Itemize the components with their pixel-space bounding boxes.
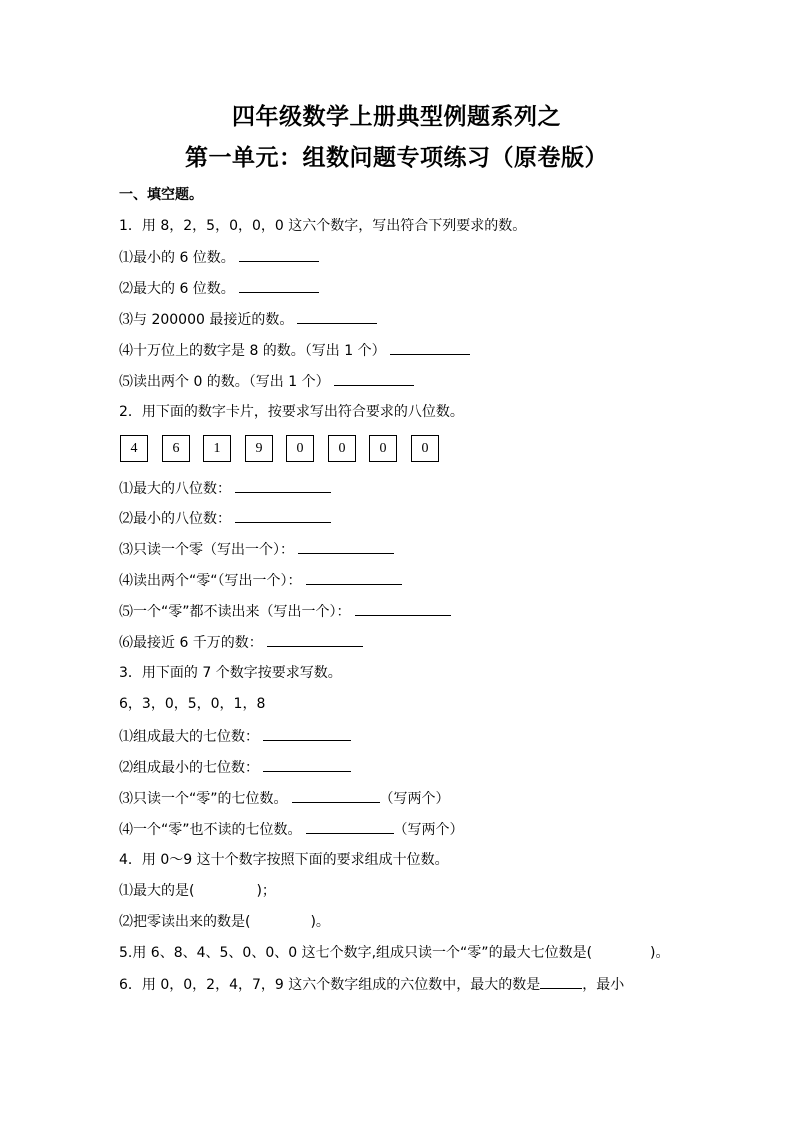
q4-item-2-suffix: )。 bbox=[310, 914, 330, 930]
section-heading: 一、填空题。 bbox=[119, 187, 203, 203]
q2-item-2-label: ⑵最小的八位数： bbox=[119, 511, 231, 527]
answer-blank[interactable] bbox=[334, 371, 414, 386]
answer-blank[interactable] bbox=[306, 570, 402, 585]
q3-item-3-suffix: （写两个） bbox=[379, 791, 450, 807]
q1-item-5 bbox=[119, 371, 414, 392]
q1-item-5-label: ⑸读出两个 0 的数。（写出 1 个） bbox=[119, 374, 330, 390]
answer-blank[interactable] bbox=[263, 726, 351, 741]
q1-item-4 bbox=[119, 340, 470, 361]
q5-suffix: )。 bbox=[650, 945, 670, 961]
q1-item-2 bbox=[119, 278, 319, 299]
answer-blank[interactable] bbox=[235, 508, 331, 523]
q5-stem: 5.用 6、8、4、5、0、0、0 这七个数字,组成只读一个“零”的最大七位数是( bbox=[119, 945, 593, 961]
answer-blank[interactable] bbox=[267, 632, 363, 647]
digit-card: 1 bbox=[203, 435, 231, 462]
q3-item-2-label: ⑵组成最小的七位数： bbox=[119, 760, 259, 776]
answer-blank[interactable] bbox=[355, 601, 451, 616]
digit-card: 4 bbox=[120, 435, 148, 462]
q4-stem: 4．用 0～9 这十个数字按照下面的要求组成十位数。 bbox=[119, 852, 449, 868]
digit-card: 0 bbox=[411, 435, 439, 462]
answer-blank[interactable] bbox=[292, 788, 380, 803]
q3-digits: 6，3，0，5，0，1，8 bbox=[119, 696, 266, 712]
digit-card: 0 bbox=[369, 435, 397, 462]
answer-blank[interactable] bbox=[263, 757, 351, 772]
answer-blank[interactable] bbox=[297, 309, 377, 324]
q3-stem: 3．用下面的 7 个数字按要求写数。 bbox=[119, 665, 342, 681]
q2-stem: 2．用下面的数字卡片，按要求写出符合要求的八位数。 bbox=[119, 404, 464, 420]
q6-stem: 6．用 0，0，2，4，7，9 这六个数字组成的六位数中，最大的数是 bbox=[119, 977, 541, 993]
q2-item-6-label: ⑹最接近 6 千万的数： bbox=[119, 635, 263, 651]
title-line-2: 第一单元：组数问题专项练习（原卷版） bbox=[185, 145, 608, 171]
q1-item-1-label: ⑴最小的 6 位数。 bbox=[119, 250, 235, 266]
title-line-1: 四年级数学上册典型例题系列之 bbox=[232, 104, 561, 130]
q3-item-4-label: ⑷一个“零”也不读的七位数。 bbox=[119, 822, 302, 838]
q1-item-3 bbox=[119, 309, 377, 330]
q2-item-4 bbox=[119, 570, 402, 591]
q1-item-3-label: ⑶与 200000 最接近的数。 bbox=[119, 312, 294, 328]
answer-blank[interactable] bbox=[298, 539, 394, 554]
q3-item-3 bbox=[119, 788, 450, 809]
q3-item-4-suffix: （写两个） bbox=[393, 822, 464, 838]
q1-item-2-label: ⑵最大的 6 位数。 bbox=[119, 281, 235, 297]
q5 bbox=[119, 943, 670, 963]
q2-item-4-label: ⑷读出两个“零“（写出一个）： bbox=[119, 573, 302, 589]
q4-item-2 bbox=[119, 912, 330, 932]
q2-item-1 bbox=[119, 478, 331, 499]
digit-card: 6 bbox=[162, 435, 190, 462]
q3-item-4 bbox=[119, 819, 464, 840]
answer-blank[interactable] bbox=[235, 478, 331, 493]
digit-card: 0 bbox=[328, 435, 356, 462]
q2-item-5 bbox=[119, 601, 451, 622]
answer-blank[interactable] bbox=[306, 819, 394, 834]
q4-item-1-label: ⑴最大的是( bbox=[119, 883, 195, 899]
answer-blank[interactable] bbox=[239, 247, 319, 262]
q3-item-1-label: ⑴组成最大的七位数： bbox=[119, 729, 259, 745]
q4-item-1 bbox=[119, 881, 276, 901]
q3-item-1 bbox=[119, 726, 351, 747]
q2-item-2 bbox=[119, 508, 331, 529]
q4-item-1-suffix: )； bbox=[256, 883, 276, 899]
q4-item-2-label: ⑵把零读出来的数是( bbox=[119, 914, 251, 930]
answer-blank[interactable] bbox=[540, 974, 582, 989]
digit-card: 9 bbox=[245, 435, 273, 462]
answer-blank[interactable] bbox=[239, 278, 319, 293]
q1-stem: 1．用 8，2，5，0，0，0 这六个数字，写出符合下列要求的数。 bbox=[119, 218, 527, 234]
answer-blank[interactable] bbox=[390, 340, 470, 355]
q3-item-2 bbox=[119, 757, 351, 778]
q2-item-6 bbox=[119, 632, 363, 653]
q2-item-5-label: ⑸一个“零”都不读出来（写出一个）： bbox=[119, 604, 351, 620]
q1-item-1 bbox=[119, 247, 319, 268]
q2-item-3-label: ⑶只读一个零（写出一个）： bbox=[119, 542, 294, 558]
q2-item-3 bbox=[119, 539, 394, 560]
q3-item-3-label: ⑶只读一个“零”的七位数。 bbox=[119, 791, 288, 807]
q1-item-4-label: ⑷十万位上的数字是 8 的数。（写出 1 个） bbox=[119, 343, 386, 359]
q6-suffix: ，最小 bbox=[582, 977, 625, 993]
q2-item-1-label: ⑴最大的八位数： bbox=[119, 481, 231, 497]
q6 bbox=[119, 974, 624, 995]
digit-card: 0 bbox=[286, 435, 314, 462]
